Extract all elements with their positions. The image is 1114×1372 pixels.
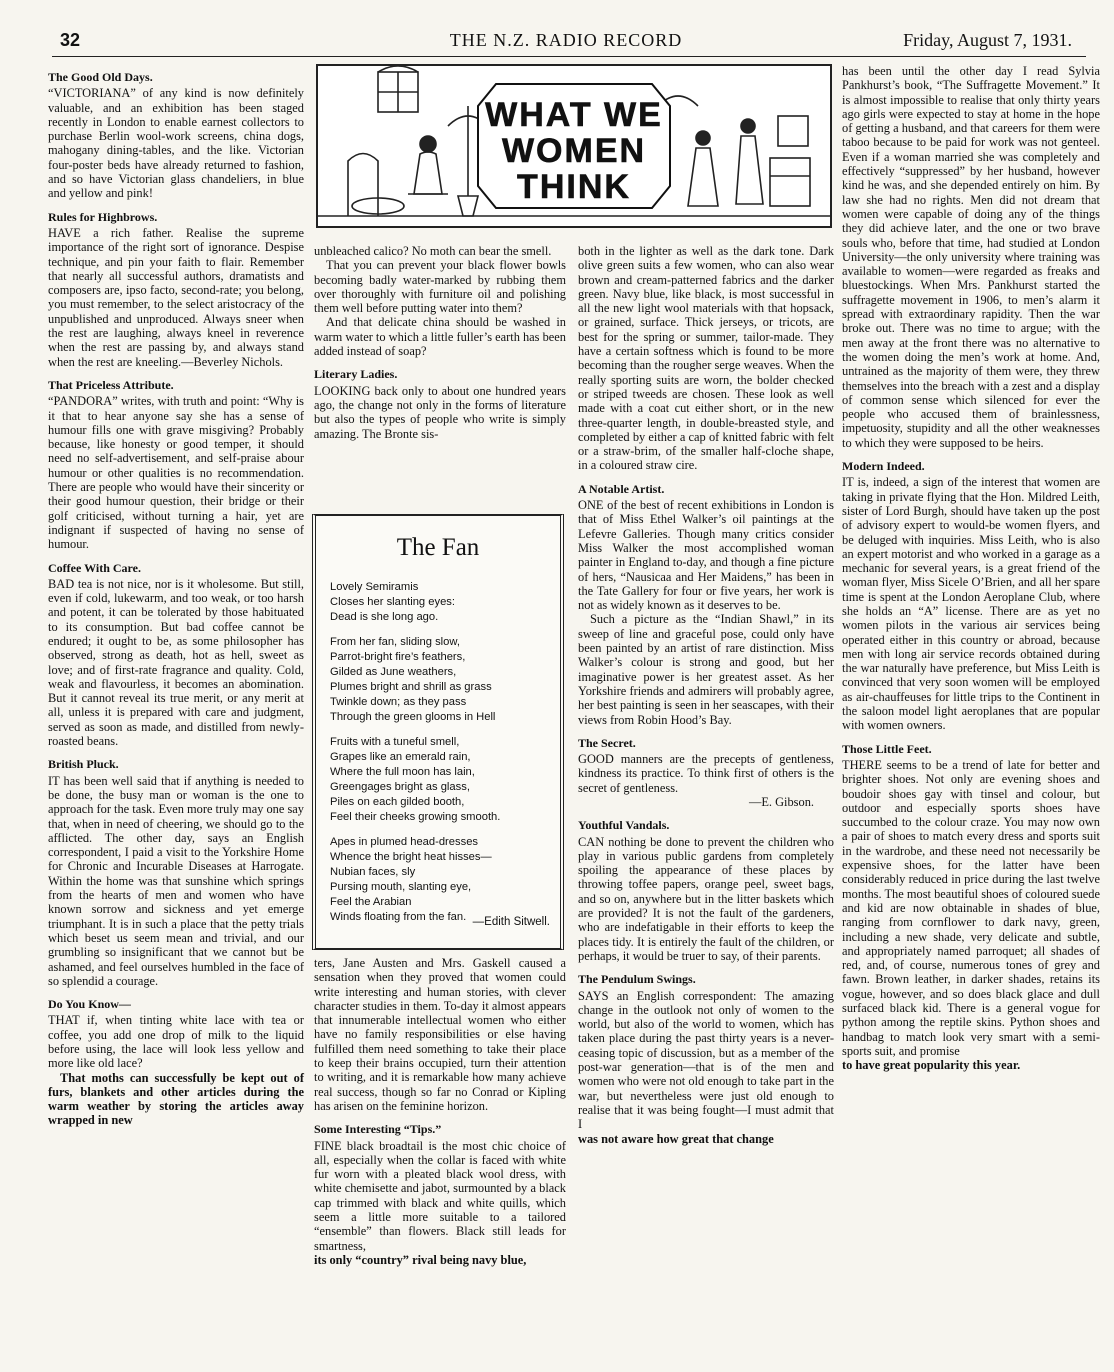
poem-stanza [330, 735, 560, 825]
article-title: A Notable Artist. [578, 481, 665, 496]
article-title: British Pluck. [48, 757, 119, 772]
article-british-pluck [48, 757, 304, 988]
article-modern-indeed [842, 459, 1100, 733]
article-body: was not aware how great that change [578, 1131, 774, 1146]
column-2-top [314, 244, 566, 441]
article-body: its only “country” rival being navy blue, [314, 1252, 527, 1267]
article-body: That you can prevent your black flower bowls becoming badly water-marked by rubbing them over thoroughly with furniture oil and polishing them well before putting water into them? [314, 258, 566, 316]
poem-line: Feel their cheeks growing smooth. [330, 811, 501, 823]
article-little-feet [842, 742, 1100, 1073]
article-notable-artist [578, 482, 834, 727]
column-2-bottom [314, 956, 566, 1267]
banner-line-2: WOMEN [501, 132, 647, 170]
article-body: ONE of the best of recent exhibitions in London is that of Miss Ethel Walker’s oil paintings at the Lefevre Galleries. Though many critics consider Miss Walker the most accomplished woman painter in England to-day, and though a fine picture of hers, “Nausicaa and Her Maidens,” has been in the Tate Gallery for four or five years, her work is not as widely known as it deserves to be. [578, 498, 834, 613]
article-body: IT is, indeed, a sign of the interest that women are taking in private flying that the Hon. Mildred Leith, sister of Lord Burgh, should have taken up the post of advisory expert to would-be women flyers, and be deluged with inquiries. Miss Leith, who is also an expert motorist and who worked in a garage as a mechanic for several years, is a great friend of the woman flyer, Miss Sicele O’Brien, and all her spare time is spent at the London Aeroplane Club, where she holds an “A” license. There are as yet no women pilots in the various air services being operated either in this country or abroad, because men with long air service records obtained during the war naturally have preference, but Miss Leith is convinced that very soon women will be employed as air-chauffeuses for little trips to the Continent in the saloon model light aeroplanes that are popular with women owners. [842, 475, 1100, 733]
masthead-title: THE N.Z. RADIO RECORD [449, 30, 683, 50]
article-body: HAVE a rich father. Realise the supreme importance of the right sort of ignorance. Despise technique, and pin your faith to flair. Remember that nearly all successful authors, dramatists and composers are, ipso facto, second-rate; you belong, you must remember, to the select aristocracy of the unpublished and unproduced. Always sneer when the rest are laughing, always kneel in reverence when the rest are passing by, and always stand when the rest are kneeling.—Beverley Nichols. [48, 225, 304, 369]
article-youthful-vandals [578, 818, 834, 963]
poem-line: Feel the Arabian [330, 896, 412, 908]
column-4 [842, 64, 1100, 1072]
article-body: BAD tea is not nice, nor is it wholesome. But still, even if cold, lukewarm, and too weak, or too harsh and potent, it can be tolerated by those habituated to its consumption. But bad coffee cannot be endured; it ought to be, as some philosopher has observed, strong as death, hot as hell, sweet as love; and of first-rate fragrance and quality. Cold, weak and flavourless, it becomes an abomination. But it cannot reveal its true merit, or any merit at all, unless it is prepared with care and judgment, served as soon as made, and distilled from newly-roasted beans. [48, 576, 304, 749]
article-body: GOOD manners are the precepts of gentleness, kindness its practice. To think first of others is the secret of gentleness. [578, 752, 834, 795]
article-good-old-days [48, 70, 304, 201]
poem-line: Dead is she long ago. [330, 611, 439, 623]
article-literary-ladies [314, 367, 566, 440]
poem-box [312, 514, 564, 950]
poem-line: Piles on each gilded booth, [330, 796, 465, 808]
article-the-secret [578, 736, 834, 809]
article-coffee-with-care [48, 561, 304, 749]
poem-line: Closes her slanting eyes: [330, 596, 455, 608]
article-body: “VICTORIANA” of any kind is now definitely valuable, and an exhibition has been staged recently in London to enable earnest collectors to purchase Berlin wool-work screens, china dogs, mahogany dining-tables, and the like. Victorian four-poster beds have already returned to fashion, and so have Victorian glass chandeliers, in blue and yellow and pink! [48, 86, 304, 201]
article-title: The Pendulum Swings. [578, 972, 696, 987]
page-number: 32 [60, 30, 81, 50]
article-body: LOOKING back only to about one hundred years ago, the change not only in the forms of literature but also the types of people who write is simply amazing. The Bronte sis- [314, 383, 566, 441]
poem-line: Through the green glooms in Hell [330, 711, 496, 723]
poem-line: Whence the bright heat hisses— [330, 851, 492, 863]
poem-line: Fruits with a tuneful smell, [330, 736, 460, 748]
poem-line: Pursing mouth, slanting eye, [330, 881, 472, 893]
article-title: Youthful Vandals. [578, 818, 670, 833]
article-title: That Priceless Attribute. [48, 377, 174, 392]
article-body: THERE seems to be a trend of late for better and brighter shoes. Not only are evening shoes and boudoir shoes gay with tinsel and colour, but outdoor and especially sports shoes have succumbed to the colour craze. You may now own a pair of shoes to match every dress and sports suit in the wardrobe, and these need not necessarily be expensive shoes, for the latter have been considerably reduced in price during the last twelve months. The most beautiful shoes of coloured suede and kid are now obtainable in shades of blue, ranging from cornflower to dark navy, green, including a new shade, very delicate and subtle, and appropriately named parroquet; all shades of red, and, of course, numerous tones of grey and fawn. Brown leather, in darker shades, retains its vogue, however, and so does black glace and dull surfaced black kid. There is a general vogue for python among the reptile skins. Python shoes and handbag to match look very smart with a semi-sports suit, and promise [842, 757, 1100, 1058]
poem-stanza [330, 635, 560, 725]
banner-line-1: WHAT WE [485, 96, 663, 134]
poem-line: Nubian faces, sly [330, 866, 416, 878]
article-rules-for-highbrows [48, 210, 304, 369]
article-body: FINE black broadtail is the most chic choice of all, especially when the collar is faced with white fur worn with a pleated black wool dress, with white chemisette and jabot, surmounted by a black cap trimmed with black and white quills, which seem a little more suitable to a tailored “ensemble” than flowers. Black still leads for smartness, [314, 1138, 566, 1253]
poem-line: Twinkle down; as they pass [330, 696, 467, 708]
article-body: SAYS an English correspondent: The amazing change in the outlook not only of women to the world, but also of the world to women, which has taken place during the past thirty years is a never-ceasing topic of discussion, but as a member of the post-war generation—that is of the men and women who were not old enough to take part in the war, but nevertheless were just old enough to realise that it was being fought—I must admit that I [578, 988, 834, 1132]
article-title: Coffee With Care. [48, 560, 141, 575]
poem-author: —Edith Sitwell. [472, 916, 550, 928]
poem-line: Winds floating from the fan. [330, 911, 467, 923]
article-do-you-know [48, 997, 304, 1128]
article-title: The Good Old Days. [48, 70, 153, 84]
article-pendulum-swings [578, 972, 834, 1146]
article-body: to have great popularity this year. [842, 1058, 1021, 1073]
article-title: Some Interesting “Tips.” [314, 1122, 442, 1137]
poem-line: Where the full moon has lain, [330, 766, 475, 778]
banner-illustration [318, 66, 830, 226]
poem-line: From her fan, sliding slow, [330, 636, 460, 648]
article-title: Modern Indeed. [842, 459, 925, 474]
article-body: That moths can successfully be kept out of furs, blankets and other articles during the warm weather by storing the articles away wrapped in new [48, 1070, 304, 1128]
article-title: Do You Know— [48, 997, 131, 1012]
article-title: Literary Ladies. [314, 367, 398, 382]
header-rule [52, 56, 1086, 57]
article-body: CAN nothing be done to prevent the children who play in various public gardens from completely spoiling the appearance of these places by throwing toffee papers, orange peel, sweet bags, and so on, anywhere but in the litter baskets which are provided? It is not the fault of the gardeners, who are indefatigable in their efforts to keep the places tidy. It is entirely the fault of the children, or perhaps, it would be truer to say, of their parents. [578, 834, 834, 963]
article-continuation: unbleached calico? No moth can bear the smell. [314, 244, 552, 258]
section-banner [316, 64, 832, 228]
article-title: The Secret. [578, 735, 636, 750]
article-body: THAT if, when tinting white lace with tea or coffee, you add one drop of milk to the liquid before using, the lace will look less yellow and more like old lace? [48, 1013, 304, 1071]
article-body: Such a picture as the “Indian Shawl,” in its sweep of line and graceful pose, could only have been painted by an artist of rare distinction. Miss Walker’s colour is strong and good, but her imaginative power is her greatest asset. As her Yorkshire friends and admirers will probably agree, her best painting is seen in her seascapes, with their views from Robin Hood’s Bay. [578, 612, 834, 727]
banner-line-3: THINK [517, 168, 631, 206]
article-body: IT has been well said that if anything is needed to be done, the busy man or woman is the one to approach for the task. Even more truly may one say that, when in need of cheering, we should go to the afflicted. The other day, says an English correspondent, I paid a visit to the Yorkshire Home for Chronic and Incurable Diseases at Harrogate. Within the home was that sunshine which springs from the hearts of men and women who have known sorrow and sickness and yet emerge triumphant. It is in such a place that the petty trials which beset us seem mean and trivial, and our grumbling so insignificant that we cannot but be ashamed, and feel ourselves humbled in the face of so splendid a courage. [48, 773, 304, 988]
article-continuation: ters, Jane Austen and Mrs. Gaskell caused a sensation when they proved that women could write interesting and human stories, with clever character studies in them. To-day it almost appears that innumerable intellectual women who either have no family responsibilities or else having fulfilled them need something to take their place to keep their brains occupied, turn their attention to writing, and it is remarkable how many achieve real success, though so far no Conrad or Kipling has arisen on the feminine horizon. [314, 956, 566, 1113]
poem-stanza [330, 580, 560, 625]
article-priceless-attribute [48, 378, 304, 552]
column-1 [48, 64, 304, 1128]
article-title: Those Little Feet. [842, 741, 932, 756]
article-title: Rules for Highbrows. [48, 209, 158, 224]
poem-line: Plumes bright and shrill as grass [330, 681, 492, 693]
article-signature: —E. Gibson. [748, 794, 814, 809]
article-interesting-tips [314, 1122, 566, 1267]
poem-line: Parrot-bright fire’s feathers, [330, 651, 466, 663]
issue-date: Friday, August 7, 1931. [903, 30, 1072, 50]
poem-line: Apes in plumed head-dresses [330, 836, 479, 848]
column-3 [578, 244, 834, 1146]
poem-line: Gilded as June weathers, [330, 666, 457, 678]
article-body: “PANDORA” writes, with truth and point: “Why is it that to hear anyone say she has a sense of humour fills one with grave misgiving? Probably because, like honesty or good temper, it should need no self-advertisement, and self-praise abour humour or other qualities is no recommendation. There are people who would have their sincerity or their good humour question, their bridge or their golf criticised, without turning a hair, yet are indignant if suspected of having no sense of humour. [48, 394, 304, 552]
poem-line: Greengages bright as glass, [330, 781, 470, 793]
article-continuation: both in the lighter as well as the dark tone. Dark olive green suits a few women, who can also wear brown and cream-patterned fabrics and the darker green. Navy blue, like black, is most successful in all the new light wool materials with that hopsack, or grained, surface. Thick jerseys, or tricots, are best for the spring or summer, tailor-made. They have a certain softness which is found to be more becoming than the rougher serge weaves. When the really sporting suits are worn, the bolder checked or striped tweeds are chosen. These look as well made with a coat cut either short, or in the new three-quarter length, in double-breasted style, and completed by either a cap of knitted fabric with felt or a straw-brim, of the smaller half-cloche shape, in a coloured straw cire. [578, 244, 834, 473]
poem-line: Lovely Semiramis [330, 581, 419, 593]
article-body: And that delicate china should be washed in warm water to which a little fuller’s earth has been added instead of soap? [314, 315, 566, 359]
poem-title: The Fan [396, 534, 480, 561]
poem-stanza [330, 835, 560, 925]
article-continuation: has been until the other day I read Sylvia Pankhurst’s book, “The Suffragette Movement.” It is almost impossible to realise that only thirty years ago girls were expected to stay at home in the hope of getting a husband, and that careers for them were taboo because to be paid for work was not genteel. Even if a woman married she was completely and effectively “suppressed” by her husband, however kind he was, and she depended entirely on him. By law she had no rights. Men did not dream that women were capable of doing any of the things they did achieve later, and the one or two brave souls who, before that time, had studied at London University—the only university where training was available to women—were regarded as freaks and bluestockings. When Mrs. Pankhurst started the suffragette movement in 1906, to men’s alarm it spread with extraordinary rapidity. Then the war broke out. There was no time to argue; with the men away at the front there was no alternative to the women doing the men’s work at home. And, untrained as the majority of them were, they threw themselves into the breach with a zest and a display of common sense which silenced for ever the people who accused them of brainlessness, impetuosity, stupidity and all the other weaknesses to which they were supposed to be heirs. [842, 64, 1100, 450]
poem-line: Grapes like an emerald rain, [330, 751, 471, 763]
page-header [60, 30, 1072, 56]
